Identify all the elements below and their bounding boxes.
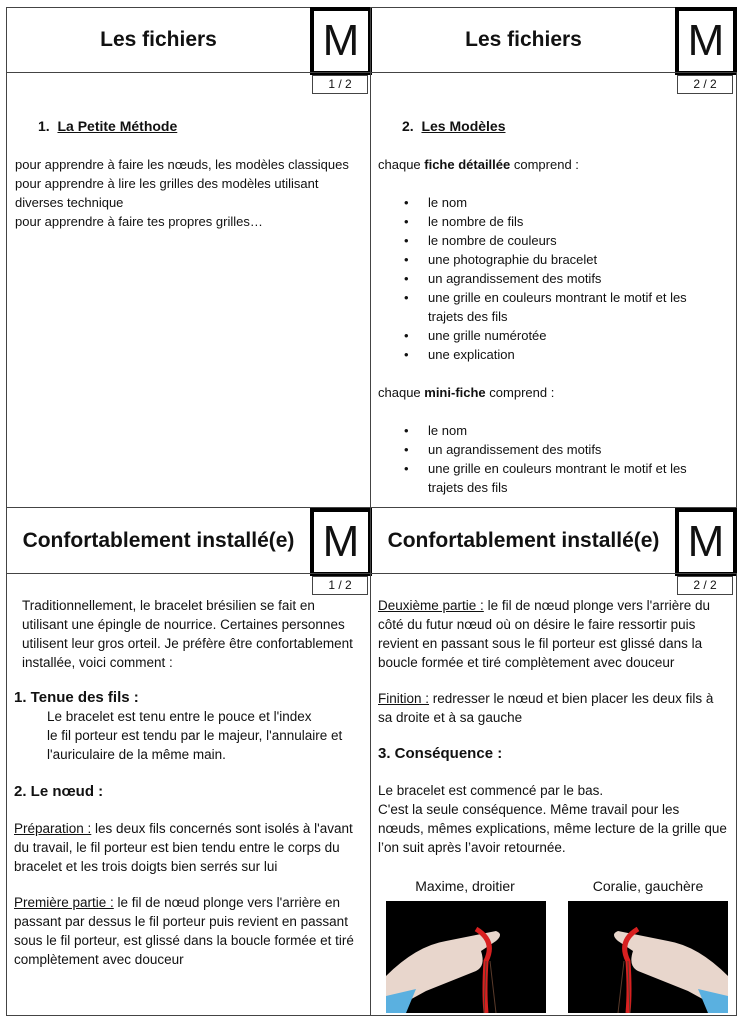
list-item: • un agrandissement des motifs <box>378 269 718 288</box>
part2-paragraph: Deuxième partie : le fil de nœud plonge vers l'arrière du côté du futur nœud où on désire le faire ressortir puis revient en passant sous le fil porteur est glissé dans la boucle formée et tiré complètement avec douceur <box>378 598 711 670</box>
card-title: Les fichiers <box>100 28 217 51</box>
finition-paragraph: Finition : redresser le nœud et bien placer les deux fils à sa droite et à sa gauche <box>378 691 714 725</box>
intro-detailed: chaque fiche détaillée comprend : <box>378 157 579 172</box>
photo-caption: Maxime, droitier <box>415 878 515 894</box>
detailed-list <box>378 193 718 364</box>
intro-paragraph: Traditionnellement, le bracelet brésilien se fait en utilisant une épingle de nourrice. Certaines personnes utilisent leur gros orteil. Je préfère être confortablement installée, voici comment : <box>22 598 353 670</box>
heading-tenue: 1. Tenue des fils : <box>14 689 139 706</box>
photo-right-hand <box>386 901 546 1013</box>
section-title: La Petite Méthode <box>57 118 178 134</box>
install-content-2 <box>378 596 728 857</box>
list-item: • une grille en couleurs montrant le motif et les trajets des fils <box>378 288 718 326</box>
list-item: • une explication <box>378 345 718 364</box>
list-item: • le nombre de fils <box>378 212 718 231</box>
section-heading <box>38 118 177 134</box>
photo-caption: Coralie, gauchère <box>592 878 704 894</box>
install-content <box>14 596 364 969</box>
mini-list <box>378 421 718 497</box>
page-number: 2 / 2 <box>677 576 733 595</box>
photo-left-hand <box>568 901 728 1013</box>
heading-noeud: 2. Le nœud : <box>14 783 104 800</box>
card-title: Confortablement installé(e) <box>22 528 295 552</box>
section-title: Les Modèles <box>421 118 506 134</box>
list-item: • une grille numérotée <box>378 326 718 345</box>
line: pour apprendre à faire tes propres grilles… <box>15 214 263 229</box>
list-item: • une grille en couleurs montrant le motif et les trajets des fils <box>378 459 718 497</box>
line: Le bracelet est commencé par le bas. <box>378 783 604 798</box>
list-item: • le nombre de couleurs <box>378 231 718 250</box>
line: Le bracelet est tenu entre le pouce et l'index <box>47 709 312 724</box>
prep-paragraph: Préparation : les deux fils concernés sont isolés à l'avant du travail, le fil porteur est bien tendu entre le corps du bracelet et les trois doigts bien serrés sur lui <box>14 821 353 874</box>
page-number: 1 / 2 <box>312 75 368 94</box>
line: le fil porteur est tendu par le majeur, l'annulaire et l'auriculaire de la même main. <box>47 728 343 762</box>
method-lines <box>5 155 360 231</box>
intro-mini: chaque mini-fiche comprend : <box>378 385 555 400</box>
badge-m: M <box>675 7 737 75</box>
badge-m: M <box>310 508 372 576</box>
list-item: • un agrandissement des motifs <box>378 440 718 459</box>
card1-body <box>6 72 371 508</box>
card-title: Les fichiers <box>465 28 582 51</box>
list-item: • le nom <box>378 193 718 212</box>
models-content <box>368 155 728 497</box>
page-number: 1 / 2 <box>312 576 368 595</box>
heading-consequence: 3. Conséquence : <box>378 745 503 762</box>
section-number: 1. <box>38 118 50 134</box>
line: pour apprendre à faire les nœuds, les modèles classiques <box>15 157 349 172</box>
badge-m: M <box>675 508 737 576</box>
list-item: • une photographie du bracelet <box>378 250 718 269</box>
line: pour apprendre à lire les grilles des modèles utilisant diverses technique <box>15 176 319 210</box>
list-item: • le nom <box>378 421 718 440</box>
page-number: 2 / 2 <box>677 75 733 94</box>
badge-m: M <box>310 7 372 75</box>
section-number: 2. <box>402 118 414 134</box>
line: C'est la seule conséquence. Même travail pour les nœuds, mêmes explications, même lecture de la grille que l’on suit après l’avoir retournée. <box>378 802 727 855</box>
section-heading <box>402 118 506 134</box>
card-title: Confortablement installé(e) <box>387 528 660 552</box>
part1-paragraph: Première partie : le fil de nœud plonge vers l'arrière en passant par dessus le fil porteur puis revient en passant sous le fil porteur, est glissé dans la boucle formée et tiré complètement avec douceur <box>14 895 354 967</box>
